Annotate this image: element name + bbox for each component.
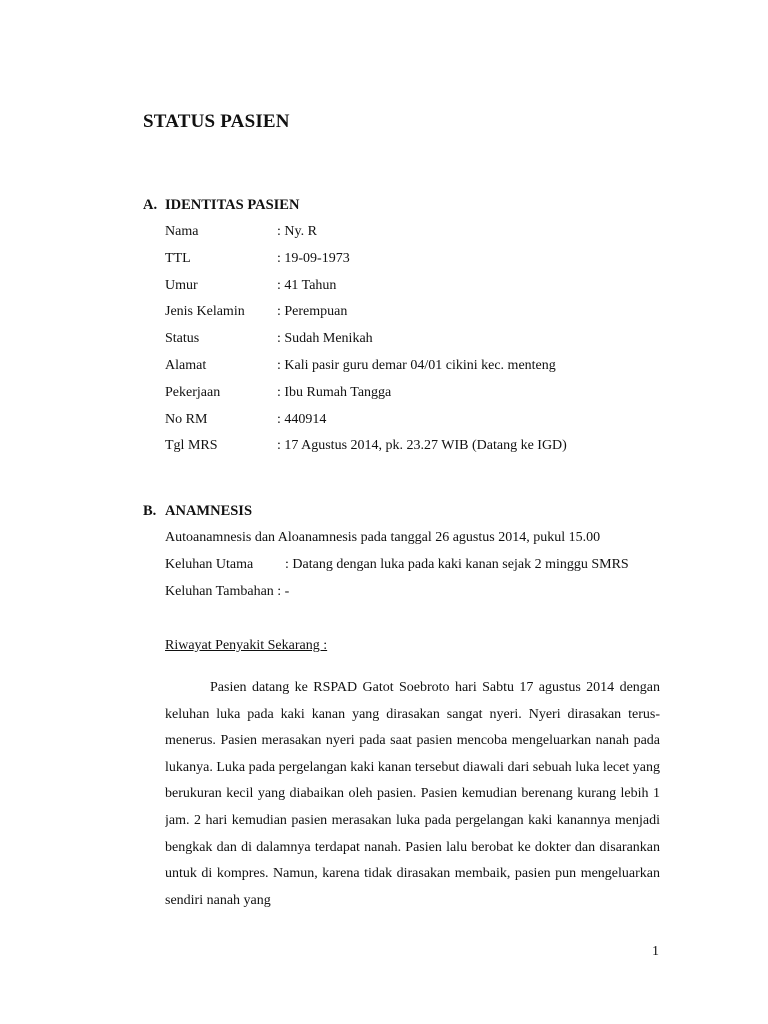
anamnesis-intro: Autoanamnesis dan Aloanamnesis pada tanggal 26 agustus 2014, pukul 15.00 [165, 530, 601, 545]
riwayat-paragraph: Pasien datang ke RSPAD Gatot Soebroto hari Sabtu 17 agustus 2014 dengan keluhan luka pada kaki kanan yang dirasakan sangat nyeri. Nyeri dirasakan terus-menerus. Pasien merasakan nyeri pada saat pasien mencoba mengeluarkan nanah pada lukanya. Luka pada pergelangan kaki kanan tersebut diawali dari sebuah luka lecet yang berukuran kecil yang diabaikan oleh pasien. Pasien kemudian berenang kurang lebih 1 jam. 2 hari kemudian pasien merasakan luka pada pergelangan kaki kanannya menjadi bengkak dan di dalamnya terdapat nanah. Pasien lalu berobat ke dokter dan disarankan untuk di kompres. Namun, karena tidak dirasakan membaik, pasien pun mengeluarkan sendiri nanah yang [165, 680, 660, 908]
identity-value: : Sudah Menikah [277, 331, 373, 347]
keluhan-utama-label: Keluhan Utama [165, 557, 254, 572]
identity-value: : Perempuan [277, 304, 348, 320]
identity-row-tgl-mrs [165, 436, 567, 463]
identity-value: : 19-09-1973 [277, 250, 350, 266]
identity-label: Alamat [165, 357, 207, 373]
keluhan-tambahan: Keluhan Tambahan : - [165, 584, 290, 599]
section-b-title: ANAMNESIS [165, 503, 253, 519]
keluhan-utama [165, 557, 629, 573]
identity-row-nama [165, 222, 567, 249]
identity-row-no-rm [165, 410, 567, 437]
identity-value: : 17 Agustus 2014, pk. 23.27 WIB (Datang ke IGD) [277, 438, 567, 454]
identity-label: Umur [165, 277, 198, 293]
section-b-heading [143, 503, 252, 520]
identity-row-status [165, 329, 567, 356]
section-a-title: IDENTITAS PASIEN [165, 197, 300, 213]
identity-value: : 440914 [277, 411, 327, 427]
identity-label: Nama [165, 224, 199, 239]
page-number: 1 [652, 944, 659, 959]
identity-row-pekerjaan [165, 383, 567, 410]
identity-row-alamat [165, 356, 567, 383]
identity-label: TTL [165, 250, 191, 266]
document-title: STATUS PASIEN [143, 111, 290, 132]
identity-label: Status [165, 331, 200, 347]
identity-value: : 41 Tahun [277, 277, 337, 293]
identity-row-ttl [165, 249, 567, 276]
identity-label: Tgl MRS [165, 438, 218, 454]
identity-value: : Ibu Rumah Tangga [277, 384, 392, 400]
section-a-heading [143, 197, 299, 214]
identity-row-jenis-kelamin [165, 302, 567, 329]
patient-identity-table [165, 222, 567, 463]
identity-value: : Ny. R [277, 224, 317, 239]
identity-value: : Kali pasir guru demar 04/01 cikini kec. menteng [277, 357, 556, 373]
identity-row-umur [165, 276, 567, 303]
identity-label: No RM [165, 411, 208, 427]
section-a-letter: A. [143, 197, 158, 213]
riwayat-heading: Riwayat Penyakit Sekarang : [165, 638, 328, 653]
identity-label: Pekerjaan [165, 384, 221, 400]
section-b-letter: B. [143, 503, 157, 519]
keluhan-utama-value: : Datang dengan luka pada kaki kanan sejak 2 minggu SMRS [285, 557, 629, 572]
identity-label: Jenis Kelamin [165, 304, 245, 320]
